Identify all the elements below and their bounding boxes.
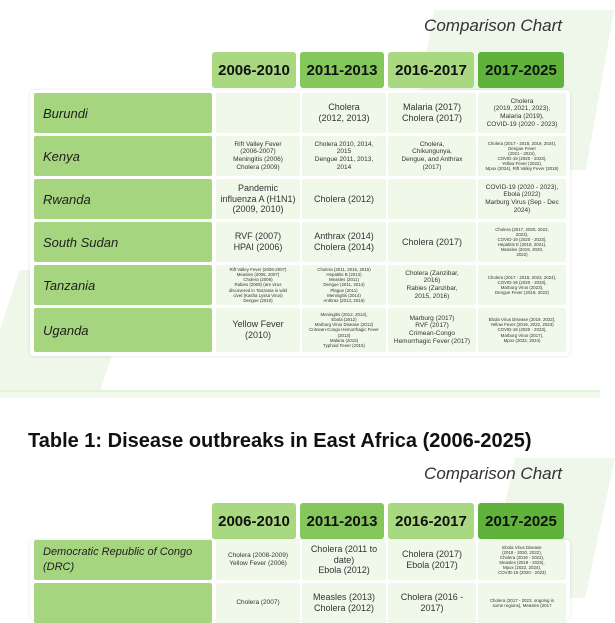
country-label: Tanzania xyxy=(34,265,212,305)
table-row xyxy=(30,540,570,580)
column-header-2017-2025: 2017-2025 xyxy=(478,503,564,539)
table-cell: COVID-19 (2020 - 2023), Ebola (2022) Marburg Virus (Sep - Dec 2024) xyxy=(478,179,566,219)
table-row xyxy=(30,308,570,352)
table-cell: Cholera (2017, 2020, 2022, 2023), COVID-19 (2020 - 2023), Hepatitis E (2018, 2021), Measles (2019, 2020, 2022) xyxy=(478,222,566,262)
column-header-2016-2017: 2016-2017 xyxy=(388,52,474,88)
country-label: Kenya xyxy=(34,136,212,176)
table-cell: Malaria (2017) Cholera (2017) xyxy=(388,93,476,133)
bottom-panel xyxy=(0,398,600,613)
table-row xyxy=(30,179,570,219)
table-cell: Cholera (2012) xyxy=(302,179,386,219)
page-subtitle: Comparison Chart xyxy=(424,16,562,35)
table-row xyxy=(30,93,570,133)
column-header-2011-2013: 2011-2013 xyxy=(300,52,384,88)
table-cell: RVF (2007) HPAI (2006) xyxy=(216,222,300,262)
page-title: Table 1: Disease outbreaks in East Africa (2006-2025) xyxy=(28,430,532,452)
table-cell: Cholera (2007) xyxy=(216,583,300,623)
table-cell: Measles (2013) Cholera (2012) xyxy=(302,583,386,623)
table-cell: Cholera (2008-2009) Yellow Fever (2006) xyxy=(216,540,300,580)
country-label: South Sudan xyxy=(34,222,212,262)
country-label xyxy=(34,583,212,623)
table-cell xyxy=(388,179,476,219)
table-cell: Cholera (2016 - 2017) xyxy=(388,583,476,623)
column-header-row xyxy=(0,503,600,539)
table-cell xyxy=(216,93,300,133)
column-header-2016-2017: 2016-2017 xyxy=(388,503,474,539)
column-header-2011-2013: 2011-2013 xyxy=(300,503,384,539)
table-cell: Rift Valley Fever (2006-2007) Measles (2006, 2007) Cholera (2006) Rabies (2009) (are virus discovered in Tanzania in wild civet (Kasha Lyssa Virus) Dengue (2010) xyxy=(216,265,300,305)
table-cell: Cholera (2011, 2015, 2016) Hepatitis B (2013) Measles (2011) Dengue (2011, 2014) Plague (2011) Meningitis (2014) Anthrax (2013, 2016) xyxy=(302,265,386,305)
table-row xyxy=(30,222,570,262)
table-cell: Yellow Fever (2010) xyxy=(216,308,300,352)
table-cell: Cholera (2017 - 2018, 2019, 2024), Dengue Fever (2021 - 2024), COVID-19 (2020 - 2023), Yellow Fever (2022), Mpox (2024), Rift Valley Fever (2018) xyxy=(478,136,566,176)
table-row xyxy=(30,265,570,305)
column-header-2006-2010: 2006-2010 xyxy=(212,52,296,88)
table-cell: Ebola Virus Disease (2018 - 2020, 2022), Cholera (2019 - 2022), Measles (2019 - 2025), Mpox (2022, 2024), COVID-19 (2020 - 2023) xyxy=(478,540,566,580)
table-row xyxy=(30,136,570,176)
table-cell: Rift Valley Fever (2006-2007) Meningitis (2006) Cholera (2009) xyxy=(216,136,300,176)
table-cell: Cholera (2012, 2013) xyxy=(302,93,386,133)
comparison-table xyxy=(30,90,570,356)
table-cell: Cholera, Chikungunya, Dengue, and Anthrax (2017) xyxy=(388,136,476,176)
country-label: Uganda xyxy=(34,308,212,352)
table-row xyxy=(30,583,570,623)
table-cell: Anthrax (2014) Cholera (2014) xyxy=(302,222,386,262)
table-cell: Cholera (2017) xyxy=(388,222,476,262)
country-label: Burundi xyxy=(34,93,212,133)
table-cell: Marburg (2017) RVF (2017) Crimean-Congo Hemorrhagic Fever (2017) xyxy=(388,308,476,352)
table-cell: Cholera 2010, 2014, 2015 Dengue 2011, 2013, 2014 xyxy=(302,136,386,176)
table-cell: Cholera (2017 - 2018, 2023, 2024), COVID-19 (2020 - 2023), Marburg Virus (2023), Dengue Fever (2019, 2023) xyxy=(478,265,566,305)
page-subtitle: Comparison Chart xyxy=(424,464,562,483)
table-cell: Cholera (2017) Ebola (2017) xyxy=(388,540,476,580)
table-cell: Ebola Virus Disease (2019, 2022), Yellow Fever (2019, 2022, 2023) COVID-19 (2020 - 2023), Marburg Virus (2017), Mpox (2022, 2024) xyxy=(478,308,566,352)
table-cell: Cholera (2011 to date) Ebola (2012) xyxy=(302,540,386,580)
table-cell: Pandemic influenza A (H1N1) (2009, 2010) xyxy=(216,179,300,219)
table-cell: Cholera (2019, 2021, 2023), Malaria (2019), COVID-19 (2020 - 2023) xyxy=(478,93,566,133)
column-header-row xyxy=(0,52,600,88)
column-header-2006-2010: 2006-2010 xyxy=(212,503,296,539)
country-label: Democratic Republic of Congo (DRC) xyxy=(34,540,212,580)
table-cell: Meningitis (2012, 2014), Ebola (2012) Marburg Virus Disease (2012) Crimean-Congo Hemorrhagic Fever (2013) Malaria (2015) Typhoid Fever (2015) xyxy=(302,308,386,352)
table-cell: Cholera (2017 - 2023, ongoing in some regions), Measles (2017 xyxy=(478,583,566,623)
comparison-table xyxy=(30,540,570,620)
table-cell: Cholera (Zanzibar, 2016) Rabies (Zanzibar, 2015, 2016) xyxy=(388,265,476,305)
country-label: Rwanda xyxy=(34,179,212,219)
column-header-2017-2025: 2017-2025 xyxy=(478,52,564,88)
